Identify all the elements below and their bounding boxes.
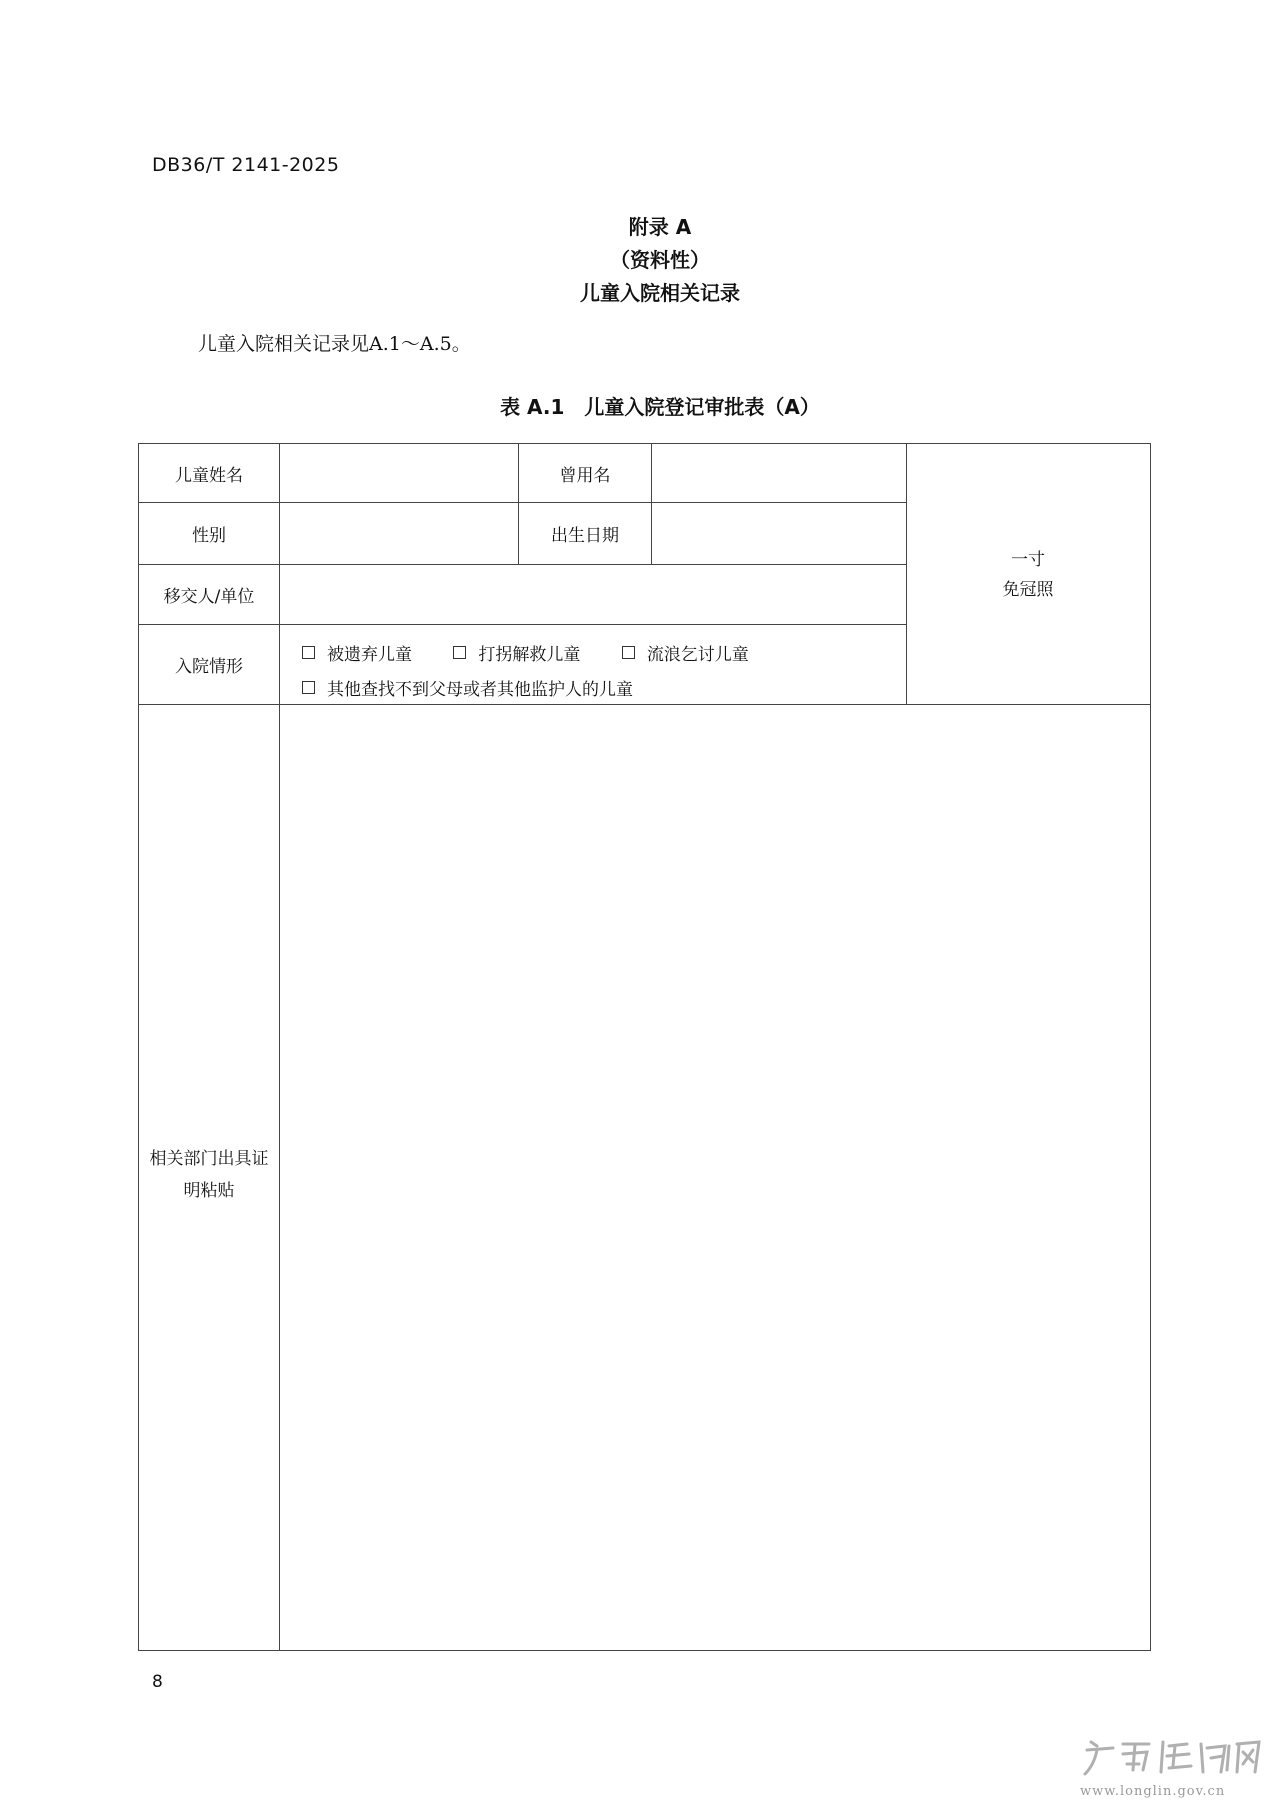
admission-options-row-2 xyxy=(302,675,669,700)
document-code: DB36/T 2141-2025 xyxy=(152,154,340,176)
checkbox-icon[interactable] xyxy=(453,646,466,659)
table-caption-number: 表 A.1 xyxy=(500,395,565,419)
appendix-subtitle: 儿童入院相关记录 xyxy=(580,281,740,305)
birth-date-label: 出生日期 xyxy=(551,526,619,546)
gender-label: 性别 xyxy=(192,526,226,546)
child-name-label: 儿童姓名 xyxy=(175,465,243,486)
watermark-url: www.longlin.gov.cn xyxy=(1080,1784,1226,1799)
photo-type-text: 免冠照 xyxy=(1002,580,1054,600)
gender-field xyxy=(280,503,518,564)
option-street-begging[interactable]: 流浪乞讨儿童 xyxy=(622,640,749,665)
transferor-label: 移交人/单位 xyxy=(163,587,255,607)
checkbox-icon[interactable] xyxy=(622,646,635,659)
appendix-title: 附录 A xyxy=(628,215,692,239)
watermark-logo xyxy=(1083,1736,1263,1776)
page-number: 8 xyxy=(152,1672,163,1692)
birth-date-field xyxy=(652,503,906,564)
option-no-guardian[interactable]: 其他查找不到父母或者其他监护人的儿童 xyxy=(302,675,633,700)
former-name-field xyxy=(652,444,906,502)
intro-paragraph: 儿童入院相关记录见A.1～A.5。 xyxy=(198,333,471,355)
checkbox-icon[interactable] xyxy=(302,681,315,694)
photo-size-text: 一寸 xyxy=(1011,550,1045,570)
checkbox-icon[interactable] xyxy=(302,646,315,659)
child-name-field xyxy=(280,444,518,502)
option-abandoned[interactable]: 被遗弃儿童 xyxy=(302,640,412,665)
transferor-field xyxy=(280,565,906,624)
certificate-attachment-label: 相关部门出具证 明粘贴 xyxy=(149,1149,269,1201)
appendix-nature: （资料性） xyxy=(610,248,710,272)
photo-placeholder xyxy=(906,545,1150,605)
option-trafficking-rescued[interactable]: 打拐解救儿童 xyxy=(453,640,580,665)
admission-situation-label: 入院情形 xyxy=(175,657,243,677)
table-caption xyxy=(0,391,1280,420)
former-name-label: 曾用名 xyxy=(559,465,611,486)
admission-options-row-1 xyxy=(302,640,785,665)
certificate-attachment-area xyxy=(280,705,1150,1650)
table-caption-title: 儿童入院登记审批表（A） xyxy=(584,395,820,419)
